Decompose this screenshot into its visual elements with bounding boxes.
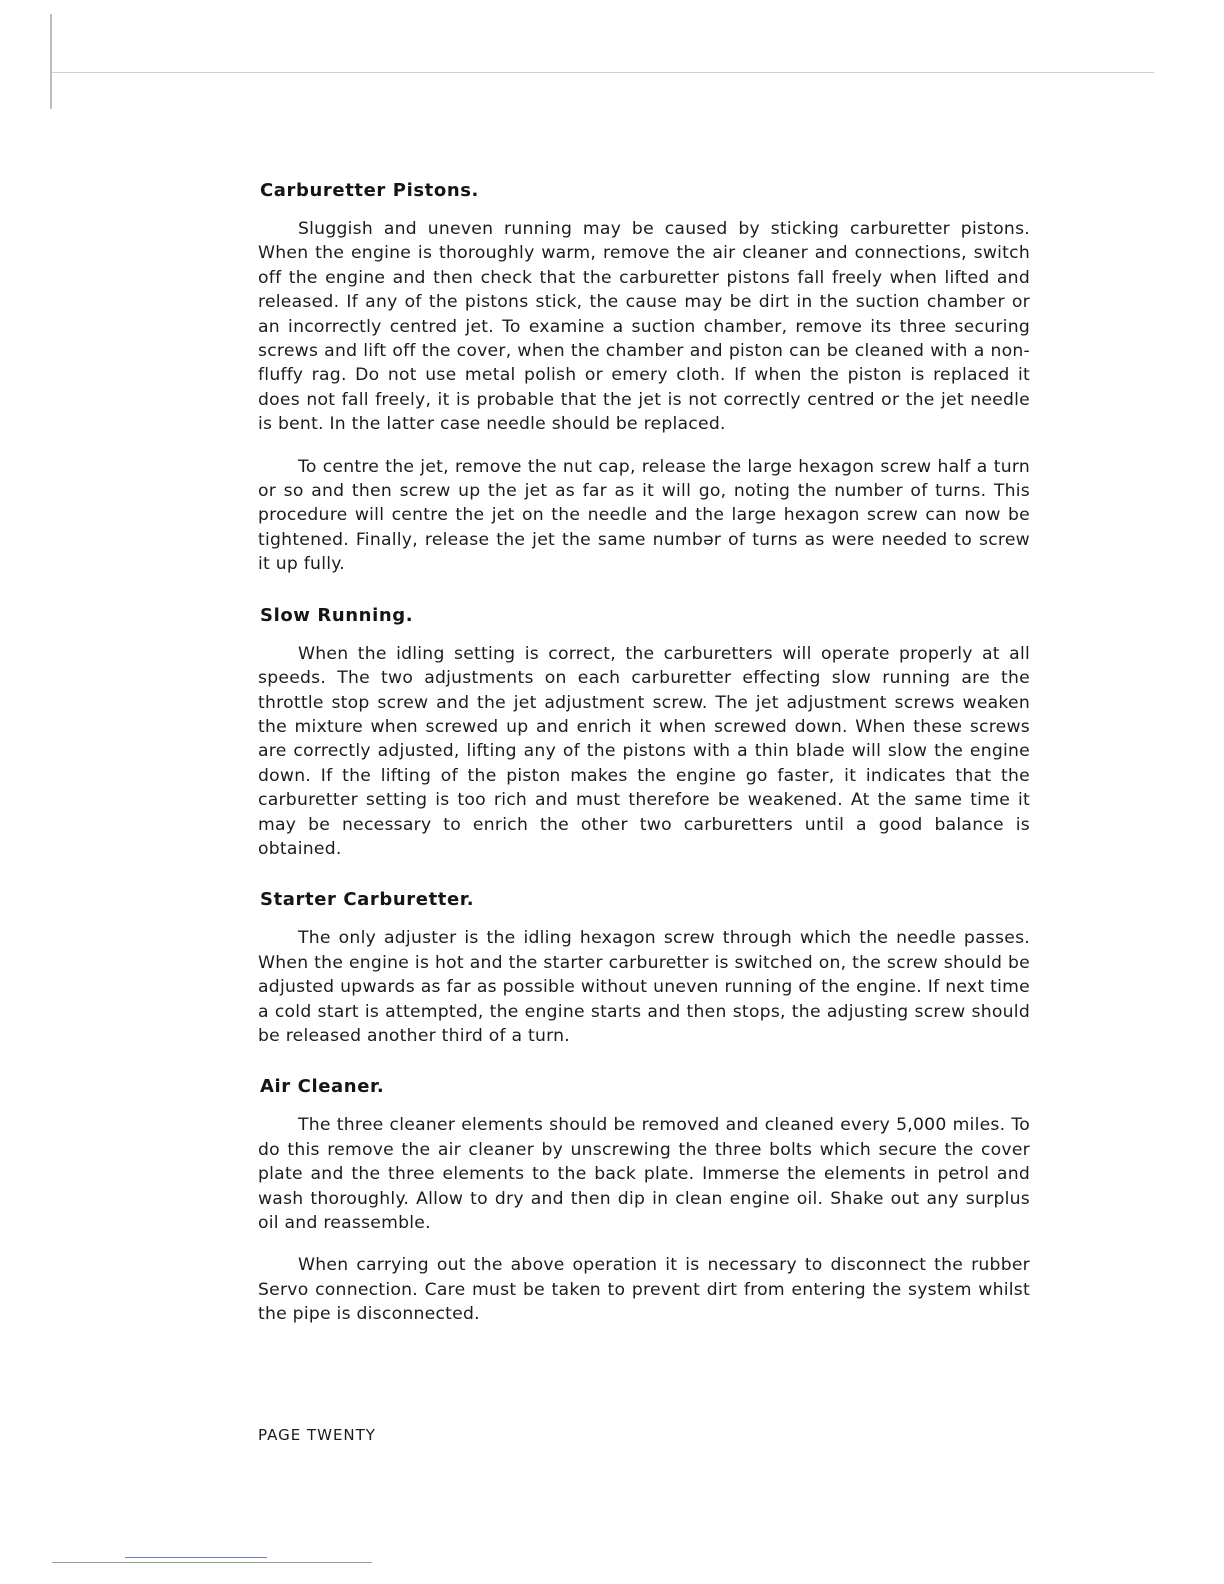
paragraph: Sluggish and uneven running may be caused by sticking carburetter pistons. When the engine is thoroughly warm, remove the air cleaner and connections, switch off the engine and then check that the carburetter pistons fall freely when lifted and released. If any of the pistons stick, the cause may be dirt in the suction chamber or an incorrectly centred jet. To examine a suction chamber, remove its three securing screws and lift off the cover, when the chamber and piston can be cleaned with a non-fluffy rag. Do not use metal polish or emery cloth. If when the piston is replaced it does not fall freely, it is probable that the jet is not correctly centred or the jet needle is bent. In the latter case needle should be replaced. (258, 219, 1030, 435)
section-heading: Slow Running. (260, 604, 414, 626)
paragraph: To centre the jet, remove the nut cap, release the large hexagon screw half a turn or so and then screw up the jet as far as it will go, noting the number of turns. This procedure will centre the jet on the needle and the large hexagon screw can now be tightened. Finally, release the jet the same numbər of turns as were needed to screw it up fully. (258, 456, 1030, 575)
section-heading: Starter Carburetter. (260, 889, 475, 911)
section-starter-carburetter (258, 889, 1030, 1048)
section-heading: Air Cleaner. (260, 1076, 385, 1098)
paragraph: When the idling setting is correct, the carburetters will operate properly at all speeds. The two adjustments on each carburetter effecting slow running are the throttle stop screw and the jet adjustment screw. The jet adjustment screws weaken the mixture when screwed up and enrich it when screwed down. When these screws are correctly adjusted, lifting any of the pistons with a thin blade will slow the engine down. If the lifting of the piston makes the engine go faster, it indicates that the carburetter setting is too rich and must therefore be weakened. At the same time it may be necessary to enrich the other two carburetters until a good balance is obtained. (258, 643, 1030, 859)
paragraph: The three cleaner elements should be removed and cleaned every 5,000 miles. To do this remove the air cleaner by unscrewing the three bolts which secure the cover plate and the three elements to the back plate. Immerse the elements in petrol and wash thoroughly. Allow to dry and then dip in clean engine oil. Shake out any surplus oil and reassemble. (258, 1115, 1030, 1233)
page-number: PAGE TWENTY (258, 1426, 376, 1444)
section-carburetter-pistons (258, 180, 1030, 577)
scan-edge-bottom (52, 1562, 372, 1563)
paragraph: The only adjuster is the idling hexagon screw through which the needle passes. When the engine is hot and the starter carburetter is switched on, the screw should be adjusted upwards as far as possible without uneven running of the engine. If next time a cold start is attempted, the engine starts and then stops, the adjusting screw should be released another third of a turn. (258, 928, 1030, 1046)
section-heading: Carburetter Pistons. (260, 180, 479, 201)
paragraph: When carrying out the above operation it is necessary to disconnect the rubber Servo connection. Care must be taken to prevent dirt from entering the system whilst the pipe is disconnected. (258, 1255, 1030, 1325)
scan-edge-left (50, 14, 52, 109)
page-body (258, 180, 1030, 1327)
scan-edge-bottom-blue (125, 1557, 267, 1558)
section-air-cleaner (258, 1076, 1030, 1326)
section-slow-running (258, 605, 1030, 862)
scan-edge-top (50, 72, 1154, 73)
